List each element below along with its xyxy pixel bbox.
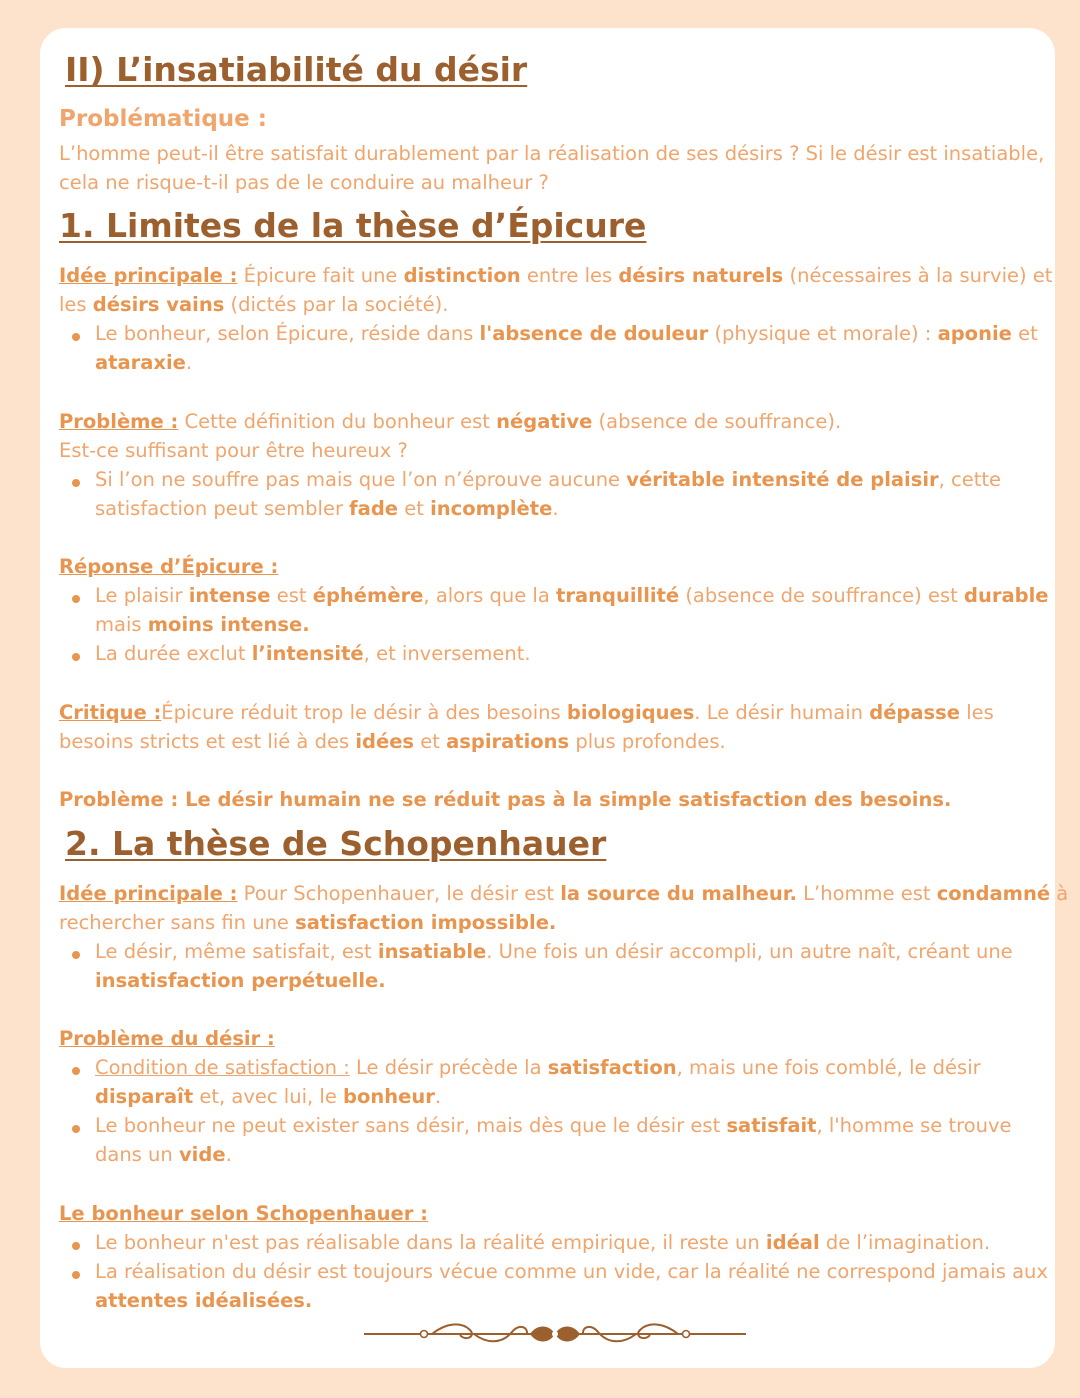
part1-critique-line-1 xyxy=(59,701,994,724)
bold-run: distinction xyxy=(403,264,521,287)
problematique-label: Problématique : xyxy=(59,106,267,132)
part2-idee-line-1 xyxy=(59,882,1068,905)
text-run: satisfaction peut sembler xyxy=(95,497,343,520)
bullet-dot xyxy=(72,479,80,487)
text-run: mais xyxy=(95,613,142,636)
text-run: Le bonheur ne peut exister sans désir, mais dès que le désir est xyxy=(95,1114,721,1137)
text-run: et xyxy=(420,730,440,753)
part2-bullet-1-line-2 xyxy=(95,969,386,992)
text-run: et xyxy=(404,497,424,520)
problematique-line-1: L’homme peut-il être satisfait durablement par la réalisation de ses désirs ? Si le désir est insatiable, xyxy=(59,142,1045,165)
text-run: (absence de souffrance). xyxy=(598,410,842,433)
bold-run: vide xyxy=(178,1143,226,1166)
part1-bullet-3-line-2 xyxy=(95,613,310,636)
bold-run: insatisfaction perpétuelle. xyxy=(95,969,386,992)
text-run: Le plaisir xyxy=(95,584,183,607)
page-card xyxy=(40,28,1069,1368)
part2-bullet-3-line-2 xyxy=(95,1143,232,1166)
bold-run: attentes idéalisées. xyxy=(95,1289,313,1312)
part1-critique-label: Critique : xyxy=(59,701,162,724)
text-run: . Le désir humain xyxy=(694,701,864,724)
problematique-line-2: cela ne risque-t-il pas de le conduire au malheur ? xyxy=(59,171,549,194)
text-run: (absence de souffrance) est xyxy=(685,584,958,607)
bold-run: tranquillité xyxy=(556,584,680,607)
part2-idee-label: Idée principale : xyxy=(59,882,238,905)
part2-bullet-5-line-1 xyxy=(95,1260,1048,1283)
part2-probleme-label: Problème du désir : xyxy=(59,1027,275,1050)
ornament-divider-icon xyxy=(362,1322,748,1346)
text-run: Cette définition du bonheur est xyxy=(184,410,490,433)
bold-run: négative xyxy=(496,410,593,433)
text-run: Le bonheur n'est pas réalisable dans la réalité empirique, il reste un xyxy=(95,1231,760,1254)
bold-run: désirs vains xyxy=(92,293,225,316)
text-run: Le bonheur, selon Épicure, réside dans xyxy=(95,322,474,345)
text-run: les xyxy=(966,701,994,724)
text-run: , l'homme se trouve xyxy=(816,1114,1012,1137)
bullet-dot xyxy=(72,653,80,661)
bold-run: la source du malheur. xyxy=(560,882,797,905)
part1-bullet-3-line-1 xyxy=(95,584,1048,607)
text-run: rechercher sans fin une xyxy=(59,911,289,934)
text-run: Le désir, même satisfait, est xyxy=(95,940,372,963)
text-run: (nécessaires à la survie) et xyxy=(789,264,1053,287)
bold-run: condamné xyxy=(936,882,1051,905)
part2-bonheur-heading xyxy=(59,1202,428,1225)
text-run: , cette xyxy=(938,468,1002,491)
text-run: de l’imagination. xyxy=(825,1231,991,1254)
text-run: Le désir précède la xyxy=(356,1056,542,1079)
text-run: Épicure réduit trop le désir à des besoins xyxy=(161,701,561,724)
text-run: . xyxy=(185,351,193,374)
part1-conclusion: Problème : Le désir humain ne se réduit pas à la simple satisfaction des besoins. xyxy=(59,788,952,811)
bullet-dot xyxy=(72,1242,80,1250)
text-run: besoins stricts et est lié à des xyxy=(59,730,350,753)
text-run: . Une fois un désir accompli, un autre naît, créant une xyxy=(486,940,1013,963)
condition-label: Condition de satisfaction : xyxy=(95,1056,350,1079)
part1-bullet-4 xyxy=(95,642,531,665)
bullet-dot xyxy=(72,1271,80,1279)
bold-run: aspirations xyxy=(446,730,570,753)
text-run: Épicure fait une xyxy=(243,264,398,287)
part2-bullet-2-line-2 xyxy=(95,1085,441,1108)
part1-critique-line-2 xyxy=(59,730,726,753)
text-run: , mais une fois comblé, le désir xyxy=(676,1056,981,1079)
bold-run: idées xyxy=(355,730,415,753)
part1-probleme-line-2: Est-ce suffisant pour être heureux ? xyxy=(59,439,408,462)
bold-run: l’intensité xyxy=(251,642,364,665)
text-run: dans un xyxy=(95,1143,173,1166)
bold-run: ataraxie xyxy=(95,351,186,374)
bold-run: désirs naturels xyxy=(618,264,784,287)
part1-idee-label: Idée principale : xyxy=(59,264,238,287)
part1-bullet-2-line-1 xyxy=(95,468,1001,491)
text-run: est xyxy=(276,584,307,607)
section-title: II) L’insatiabilité du désir xyxy=(65,50,528,89)
text-run: et xyxy=(1018,322,1038,345)
text-run: entre les xyxy=(526,264,613,287)
text-run: à xyxy=(1056,882,1069,905)
bold-run: bonheur xyxy=(343,1085,435,1108)
bullet-dot xyxy=(72,333,80,341)
text-run: La réalisation du désir est toujours vécue comme un vide, car la réalité ne correspond jamais aux xyxy=(95,1260,1048,1283)
bold-run: satisfaction impossible. xyxy=(295,911,557,934)
part1-probleme-line-1 xyxy=(59,410,841,433)
bold-run: véritable intensité de plaisir xyxy=(626,468,939,491)
bold-run: l'absence de douleur xyxy=(479,322,709,345)
part1-idee-line-2 xyxy=(59,293,448,316)
text-run: (physique et morale) : xyxy=(714,322,932,345)
bold-run: moins intense. xyxy=(147,613,310,636)
bold-run: idéal xyxy=(765,1231,820,1254)
part2-bullet-4 xyxy=(95,1231,990,1254)
bold-run: durable xyxy=(964,584,1049,607)
text-run: (dictés par la société). xyxy=(230,293,449,316)
bold-run: biologiques xyxy=(566,701,695,724)
bullet-dot xyxy=(72,1067,80,1075)
part2-title: 2. La thèse de Schopenhauer xyxy=(65,824,607,863)
text-run: . xyxy=(552,497,559,520)
bullet-dot xyxy=(72,595,80,603)
text-run: Pour Schopenhauer, le désir est xyxy=(243,882,555,905)
text-run: . xyxy=(434,1085,442,1108)
part1-reponse-label: Réponse d’Épicure : xyxy=(59,555,279,578)
text-run: plus profondes. xyxy=(575,730,726,753)
text-run: , et inversement. xyxy=(363,642,531,665)
part2-idee-line-2 xyxy=(59,911,556,934)
bullet-dot xyxy=(72,951,80,959)
bold-run: incomplète xyxy=(430,497,553,520)
part2-bullet-5-line-2 xyxy=(95,1289,312,1312)
part1-bullet-1-line-1 xyxy=(95,322,1038,345)
text-run: La durée exclut xyxy=(95,642,246,665)
bold-run: intense xyxy=(188,584,271,607)
text-run: . xyxy=(225,1143,232,1166)
bullet-dot xyxy=(72,1125,80,1133)
part1-idee-line-1 xyxy=(59,264,1052,287)
part1-bullet-2-line-2 xyxy=(95,497,559,520)
text-run: Si l’on ne souffre pas mais que l’on n’éprouve aucune xyxy=(95,468,621,491)
text-run: les xyxy=(59,293,87,316)
text-run: L’homme est xyxy=(803,882,931,905)
bold-run: aponie xyxy=(937,322,1012,345)
bold-run: insatiable xyxy=(377,940,487,963)
bold-run: satisfaction xyxy=(547,1056,677,1079)
part2-probleme-heading xyxy=(59,1027,275,1050)
part2-bonheur-label: Le bonheur selon Schopenhauer : xyxy=(59,1202,428,1225)
bold-run: satisfait xyxy=(726,1114,817,1137)
bold-run: éphémère xyxy=(312,584,424,607)
text-run: et, avec lui, le xyxy=(199,1085,337,1108)
bold-run: fade xyxy=(349,497,398,520)
bold-run: disparaît xyxy=(95,1085,194,1108)
part2-bullet-3-line-1 xyxy=(95,1114,1012,1137)
part1-reponse-heading xyxy=(59,555,278,578)
part2-bullet-1-line-1 xyxy=(95,940,1013,963)
part1-title: 1. Limites de la thèse d’Épicure xyxy=(59,206,647,245)
part1-probleme-label: Problème : xyxy=(59,410,179,433)
part2-bullet-2-line-1 xyxy=(95,1056,981,1079)
text-run: , alors que la xyxy=(423,584,550,607)
bold-run: dépasse xyxy=(869,701,960,724)
part1-bullet-1-line-2 xyxy=(95,351,192,374)
